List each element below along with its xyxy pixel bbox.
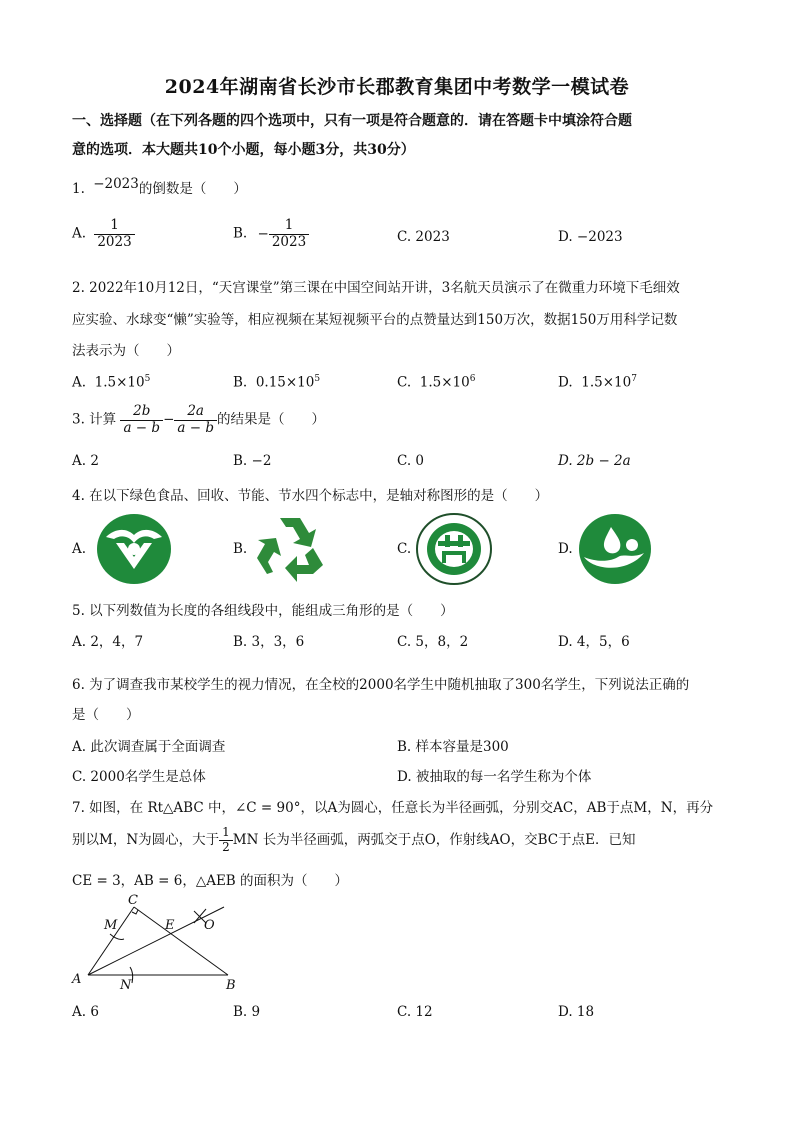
exponent: 5 — [144, 374, 151, 384]
question-1-text: 的倒数是（ ） — [138, 181, 247, 197]
minus-sign: − — [163, 411, 175, 428]
option-label: D. — [558, 374, 573, 391]
option-label: B. — [233, 225, 248, 242]
question-6-option-d[interactable]: D. 被抽取的每一名学生称为个体 — [397, 769, 592, 785]
question-2-option-c[interactable] — [397, 374, 475, 391]
section-header-line2: 意的选项．本大题共10个小题，每小题3分，共30分） — [72, 142, 415, 158]
question-7-line3: CE = 3，AB = 6，△AEB 的面积为（ ） — [72, 873, 349, 889]
fraction-denominator: 2023 — [97, 233, 132, 250]
question-1-option-b[interactable] — [233, 218, 309, 250]
question-7-option-c[interactable]: C. 12 — [397, 1004, 433, 1020]
option-label: A. — [72, 225, 87, 242]
fraction-denominator: 2023 — [271, 233, 307, 250]
question-3-suffix: 的结果是（ ） — [216, 411, 325, 428]
section-header-line1: 一、选择题（在下列各题的四个选项中，只有一项是符合题意的．请在答题卡中填涂符合题 — [72, 113, 632, 129]
question-7-option-a[interactable]: A. 6 — [72, 1004, 99, 1020]
question-7-line2-end: MN 长为半径画弧，两弧交于点O，作射线AO，交BC于点E．已知 — [232, 831, 636, 848]
fraction-numerator: 1 — [219, 826, 233, 841]
label-b: B — [226, 978, 236, 993]
question-7-line1: 7. 如图，在 Rt△ABC 中，∠C = 90°，以A为圆心，任意长为半径画弧，分别交AC，AB于点M，N，再分 — [72, 800, 714, 816]
question-3-option-c[interactable]: C. 0 — [397, 453, 425, 469]
question-4-text: 4. 在以下绿色食品、回收、节能、节水四个标志中，是轴对称图形的是（ ） — [72, 488, 549, 504]
option-label: C. — [397, 374, 412, 391]
question-3-option-a[interactable]: A. 2 — [72, 453, 99, 469]
question-6-option-b[interactable]: B. 样本容量是300 — [397, 739, 509, 755]
exponent: 7 — [631, 374, 637, 384]
option-value: 0.15×10 — [255, 374, 315, 391]
fraction-numerator: 1 — [269, 218, 309, 235]
question-2-line1: 2. 2022年10月12日，“天宫课堂”第三课在中国空间站开讲，3名航天员演示了在微重力环境下毛细效 — [72, 280, 680, 296]
option-value: 1.5×10 — [94, 374, 145, 391]
label-a: A — [72, 972, 82, 987]
triangle-construction-figure — [66, 893, 236, 993]
question-1-option-d[interactable]: D. −2023 — [558, 229, 623, 245]
question-2-option-b[interactable] — [233, 374, 320, 391]
question-2-line3: 法表示为（ ） — [72, 343, 180, 359]
label-n: N — [120, 978, 132, 993]
option-label: A. — [72, 374, 87, 391]
question-2-option-a[interactable] — [72, 374, 150, 391]
option-value: 1.5×10 — [581, 374, 632, 391]
question-1-option-c[interactable]: C. 2023 — [397, 229, 450, 245]
question-3-prefix: 3. 计算 — [72, 411, 117, 428]
question-3 — [72, 404, 325, 436]
fraction-denominator: a − b — [123, 419, 161, 436]
question-2-option-d[interactable] — [558, 374, 637, 391]
option-value: 1.5×10 — [419, 374, 470, 391]
question-3-option-b[interactable]: B. −2 — [233, 453, 272, 469]
label-e: E — [165, 918, 175, 933]
fraction-numerator: 1 — [94, 218, 134, 235]
page-title: 2024年湖南省长沙市长郡教育集团中考数学一模试卷 — [164, 76, 630, 98]
energy-saving-logo-icon — [416, 513, 492, 585]
question-5-option-c[interactable]: C. 5，8，2 — [397, 634, 469, 650]
water-saving-logo-icon — [578, 513, 652, 585]
question-6-option-c[interactable]: C. 2000名学生是总体 — [72, 769, 206, 785]
question-7-option-d[interactable]: D. 18 — [558, 1004, 595, 1020]
question-7-option-b[interactable]: B. 9 — [233, 1004, 261, 1020]
question-1-option-a[interactable] — [72, 218, 135, 250]
exponent: 6 — [469, 374, 476, 384]
question-6-line1: 6. 为了调查我市某校学生的视力情况，在全校的2000名学生中随机抽取了300名学生，下列说法正确的 — [72, 677, 690, 693]
negative-sign: − — [257, 225, 269, 242]
question-1 — [72, 177, 247, 197]
question-4-option-a[interactable]: A. — [72, 541, 87, 557]
question-6-line2: 是（ ） — [72, 707, 140, 723]
fraction-denominator: a − b — [177, 419, 214, 436]
question-5-option-d[interactable]: D. 4，5，6 — [558, 634, 630, 650]
question-7-line2-start: 别以M，N为圆心，大于 — [72, 831, 220, 848]
label-o: O — [204, 918, 215, 933]
exponent: 5 — [314, 374, 321, 384]
question-3-option-d[interactable]: D. 2b − 2a — [558, 453, 631, 469]
option-label: B. — [233, 374, 248, 391]
fraction-numerator: 2a — [174, 404, 217, 421]
label-c: C — [128, 893, 138, 908]
fraction-numerator: 2b — [120, 404, 163, 421]
question-1-number: 1. — [72, 181, 85, 197]
fraction-denominator: 2 — [222, 839, 230, 854]
question-4-option-d[interactable]: D. — [558, 541, 573, 557]
right-angle-mark — [132, 910, 138, 914]
question-4-option-c[interactable]: C. — [397, 541, 412, 557]
question-5-option-b[interactable]: B. 3，3，6 — [233, 634, 305, 650]
question-4-option-b[interactable]: B. — [233, 541, 248, 557]
question-5-option-a[interactable]: A. 2，4，7 — [72, 634, 144, 650]
question-6-option-a[interactable]: A. 此次调查属于全面调查 — [72, 739, 226, 755]
recycle-logo-icon — [253, 514, 327, 584]
green-food-logo-icon — [96, 513, 172, 585]
question-2-line2: 应实验、水球变“懒”实验等，相应视频在某短视频平台的点赞量达到150万次，数据150万用科学记数 — [72, 312, 678, 328]
question-7-line2 — [72, 826, 635, 855]
label-m: M — [104, 918, 118, 933]
question-1-expression: −2023 — [93, 176, 139, 192]
question-5-text: 5. 以下列数值为长度的各组线段中，能组成三角形的是（ ） — [72, 603, 454, 619]
